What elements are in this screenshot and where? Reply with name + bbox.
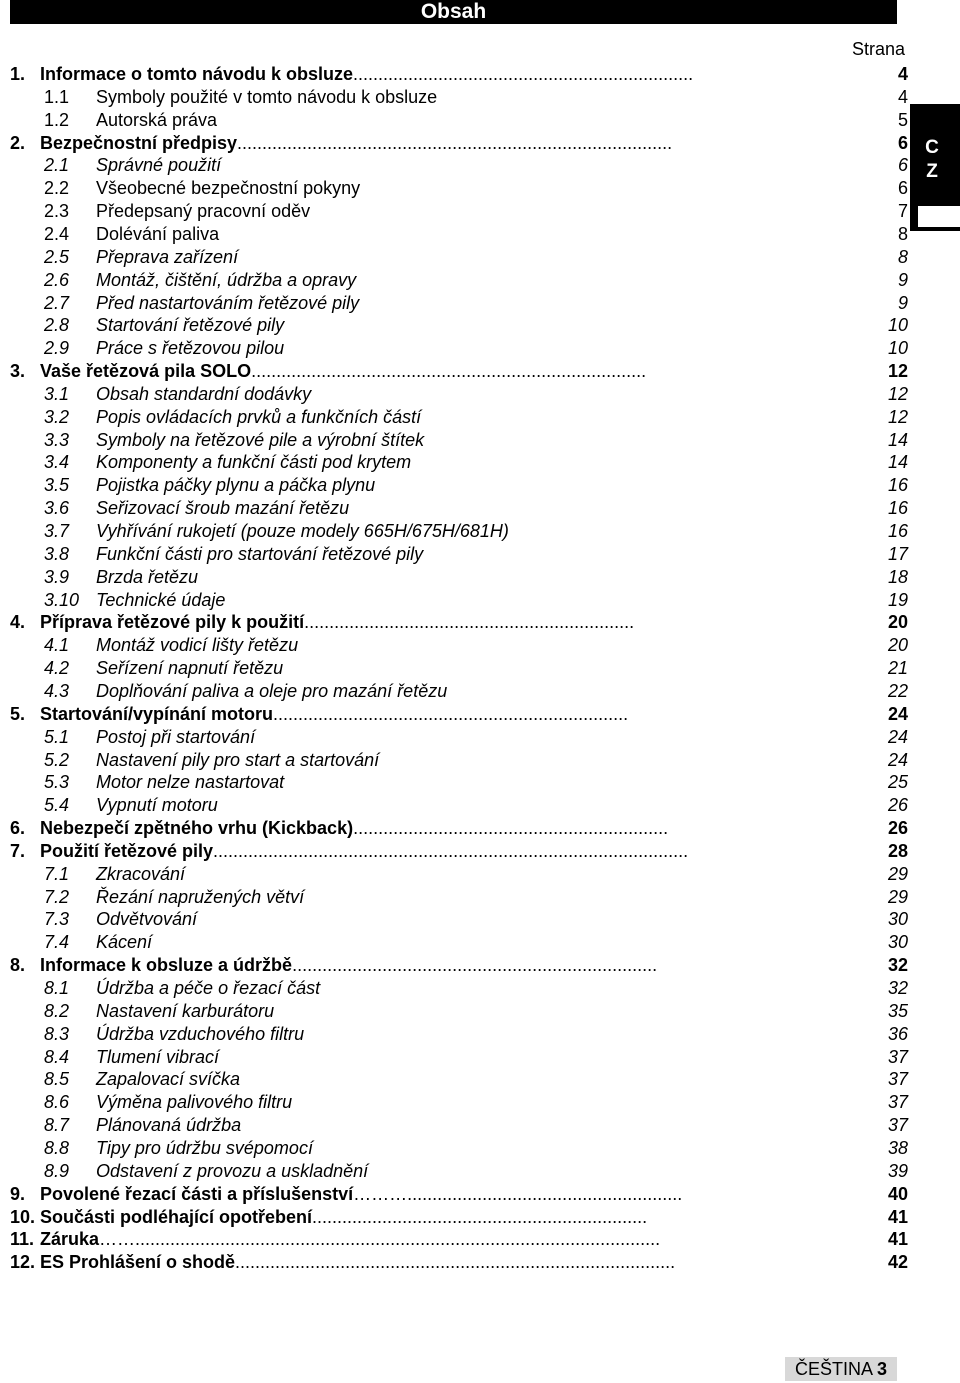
toc-leader-dots: .................................................................... <box>353 64 694 84</box>
toc-number: 4.1 <box>44 635 70 656</box>
toc-title: Popis ovládacích prvků a funkčních částí <box>96 406 422 427</box>
toc-number: 3.10 <box>44 589 80 610</box>
toc-section[interactable] <box>0 269 960 292</box>
toc-page-number: 6 <box>897 155 908 176</box>
toc-page-number: 25 <box>887 772 908 793</box>
toc-page-number: 18 <box>887 566 908 587</box>
toc-title: Použití řetězové pily <box>40 840 214 861</box>
page-column-label: Strana <box>851 39 905 59</box>
toc-page-number: 37 <box>887 1115 908 1136</box>
toc-title: Seřízení napnutí řetězu <box>96 658 284 679</box>
toc-number: 6. <box>10 818 26 839</box>
toc-section[interactable] <box>0 1114 960 1137</box>
toc-title: Řezání napružených větví <box>96 886 305 907</box>
toc-number: 8.9 <box>44 1160 70 1181</box>
toc-number: 5.2 <box>44 749 70 770</box>
toc-leader-dots: ……......................................................................................................... <box>99 1229 661 1250</box>
toc-title: Startování/vypínání motoru <box>40 703 274 724</box>
toc-section[interactable] <box>0 931 960 954</box>
toc-leader-dots: ............................................................................................... <box>213 840 689 861</box>
toc-chapter[interactable] <box>0 817 960 840</box>
toc-title: Startování řetězové pily <box>96 315 285 336</box>
toc-page-number: 16 <box>887 498 908 519</box>
toc-chapter[interactable] <box>0 1251 960 1274</box>
toc-title: Plánovaná údržba <box>96 1115 242 1136</box>
toc-page-number: 30 <box>887 932 908 953</box>
toc-title: Tipy pro údržbu svépomocí <box>96 1137 313 1158</box>
toc-page-number: 24 <box>887 726 908 747</box>
toc-title: Funkční části pro startování řetězové pily <box>96 543 424 564</box>
toc-title: Seřizovací šroub mazání řetězu <box>96 498 350 519</box>
toc-page-number: 41 <box>887 1229 908 1250</box>
toc-title: Přeprava zařízení <box>96 246 239 267</box>
toc-page-number: 28 <box>887 840 908 861</box>
toc-leader-dots: ........................................................................................ <box>235 1252 676 1273</box>
toc-number: 9. <box>10 1183 26 1204</box>
toc-page-number: 8 <box>897 246 908 267</box>
toc-title: Zapalovací svíčka <box>96 1069 241 1090</box>
toc-leader-dots: .................................................................. <box>304 612 635 633</box>
toc-title: Záruka <box>40 1229 100 1250</box>
toc-title: Nastavení karburátoru <box>96 1000 275 1021</box>
toc-section[interactable] <box>0 1000 960 1023</box>
toc-title: Součásti podléhající opotřebení <box>40 1206 313 1227</box>
toc-page-number: 41 <box>887 1206 908 1227</box>
toc-page-number: 21 <box>887 658 908 679</box>
toc-number: 8. <box>10 955 26 976</box>
toc-number: 2.5 <box>44 246 70 267</box>
toc-header: Obsah <box>10 0 897 24</box>
toc-page-number: 10 <box>887 315 908 336</box>
toc-title: Montáž, čištění, údržba a opravy <box>96 269 357 290</box>
toc-number: 3.3 <box>44 429 70 450</box>
toc-page-number: 35 <box>887 1000 908 1021</box>
toc-page-number: 42 <box>887 1252 908 1273</box>
toc-number: 3.7 <box>44 521 70 541</box>
toc-section[interactable] <box>0 292 960 315</box>
toc-title: Nastavení pily pro start a startování <box>96 749 380 770</box>
toc-section[interactable] <box>0 406 960 429</box>
toc-chapter[interactable] <box>0 954 960 977</box>
toc-chapter[interactable] <box>0 1228 960 1251</box>
toc-page-number: 9 <box>897 292 908 313</box>
toc-section[interactable] <box>0 1023 960 1046</box>
toc-leader-dots: ....................................................................................... <box>237 132 673 153</box>
toc-section[interactable] <box>0 474 960 497</box>
footer-page-number: 3 <box>877 1359 888 1379</box>
toc-page-number: 12 <box>887 361 908 382</box>
toc-number: 3.5 <box>44 475 70 496</box>
toc-page-number: 37 <box>887 1069 908 1090</box>
toc-page-number: 30 <box>887 909 908 930</box>
toc-number: 5.3 <box>44 772 70 793</box>
toc-title: Odvětvování <box>96 909 198 930</box>
toc-number: 2.6 <box>44 269 70 290</box>
toc-number: 2.7 <box>44 292 70 313</box>
toc-number: 2.3 <box>44 201 70 222</box>
toc-section[interactable] <box>0 429 960 452</box>
toc-title: Motor nelze nastartovat <box>96 772 285 793</box>
toc-number: 8.6 <box>44 1092 70 1113</box>
toc-number: 11. <box>10 1229 35 1250</box>
toc-title: Vyhřívání rukojetí (pouze modely 665H/675H/681H) <box>96 521 509 541</box>
toc-title: Bezpečnostní předpisy <box>40 132 238 153</box>
toc-number: 2. <box>10 132 26 153</box>
toc-page-number: 26 <box>887 795 908 816</box>
toc-title: Odstavení z provozu a uskladnění <box>96 1160 369 1181</box>
toc-section[interactable] <box>0 749 960 772</box>
toc-page-number: 39 <box>887 1160 908 1181</box>
toc-page-number: 24 <box>887 749 908 770</box>
toc-number: 7.4 <box>44 932 70 953</box>
toc-section[interactable] <box>0 497 960 520</box>
toc-title: Brzda řetězu <box>96 566 199 587</box>
toc-page-number: 29 <box>887 863 908 884</box>
toc-title: Předepsaný pracovní oděv <box>96 201 311 222</box>
toc-section[interactable] <box>0 657 960 680</box>
toc-section[interactable] <box>0 154 960 177</box>
toc-number: 4.3 <box>44 680 70 701</box>
toc-page-number: 10 <box>887 338 908 359</box>
toc-number: 7.3 <box>44 909 70 930</box>
toc-title: Nebezpečí zpětného vrhu (Kickback) <box>40 818 354 839</box>
toc-page-number: 14 <box>887 429 908 450</box>
toc-title: Autorská práva <box>96 109 218 130</box>
toc-title: Symboly použité v tomto návodu k obsluze <box>96 86 438 107</box>
toc-number: 3.2 <box>44 406 70 427</box>
toc-number: 2.1 <box>44 155 70 176</box>
toc-number: 1.2 <box>44 109 70 130</box>
toc-section[interactable] <box>0 383 960 406</box>
toc-leader-dots: ………....................................................... <box>353 1183 683 1204</box>
toc-section[interactable] <box>0 680 960 703</box>
toc-number: 8.1 <box>44 978 70 998</box>
language-tab-letter-2: Z <box>926 161 938 182</box>
toc-chapter[interactable] <box>0 63 960 86</box>
toc-section[interactable] <box>0 566 960 589</box>
toc-number: 2.8 <box>44 315 70 336</box>
toc-title: Údržba vzduchového filtru <box>96 1023 305 1044</box>
toc-title: Výměna palivového filtru <box>96 1092 293 1113</box>
toc-title: Pojistka páčky plynu a páčka plynu <box>96 475 376 496</box>
toc-number: 8.2 <box>44 1000 70 1021</box>
footer-language: ČEŠTINA <box>794 1359 872 1379</box>
toc-chapter[interactable] <box>0 611 960 634</box>
toc-number: 5.1 <box>44 726 70 747</box>
toc-number: 8.7 <box>44 1115 70 1136</box>
toc-title: Tlumení vibrací <box>96 1046 220 1067</box>
toc-page-number: 40 <box>887 1183 908 1204</box>
toc-page-number: 6 <box>897 178 908 199</box>
toc-page-number: 37 <box>887 1092 908 1113</box>
toc-leader-dots: ......................................................................... <box>292 955 658 976</box>
toc-section[interactable] <box>0 977 960 1000</box>
toc-title: Informace k obsluze a údržbě <box>40 955 293 976</box>
toc-section[interactable] <box>0 451 960 474</box>
toc-section[interactable] <box>0 908 960 931</box>
toc-number: 8.8 <box>44 1137 70 1158</box>
page-footer <box>785 1357 897 1381</box>
toc-title: Dolévání paliva <box>96 223 220 244</box>
toc-number: 3.8 <box>44 543 70 564</box>
toc-page-number: 29 <box>887 886 908 907</box>
toc-number: 2.2 <box>44 178 70 199</box>
toc-number: 5. <box>10 703 26 724</box>
toc-title: Práce s řetězovou pilou <box>96 338 285 359</box>
toc-page-number: 17 <box>887 543 908 564</box>
toc-chapter[interactable] <box>0 132 960 155</box>
toc-leader-dots: ....................................................................... <box>273 703 629 724</box>
toc-chapter[interactable] <box>0 703 960 726</box>
toc-section[interactable] <box>0 109 960 132</box>
toc-number: 3.1 <box>44 383 70 404</box>
toc-page-number: 6 <box>897 132 908 153</box>
toc-title: Údržba a péče o řezací část <box>96 978 321 998</box>
toc-page-number: 7 <box>897 201 908 222</box>
toc-page-number: 32 <box>887 955 908 976</box>
toc-page-number: 8 <box>897 223 908 244</box>
toc-section[interactable] <box>0 86 960 109</box>
toc-section[interactable] <box>0 1046 960 1069</box>
toc-title: Povolené řezací části a příslušenství <box>40 1183 354 1204</box>
toc-title: Postoj při startování <box>96 726 256 747</box>
toc-title: Vypnutí motoru <box>96 795 218 816</box>
toc-section[interactable] <box>0 886 960 909</box>
toc-section[interactable] <box>0 863 960 886</box>
toc-leader-dots: ............................................................................... <box>251 361 647 382</box>
toc-leader-dots: ................................................................... <box>312 1206 648 1227</box>
toc-number: 2.9 <box>44 338 70 359</box>
toc-number: 7. <box>10 840 26 861</box>
toc-section[interactable] <box>0 1068 960 1091</box>
toc-section[interactable] <box>0 1091 960 1114</box>
toc-section[interactable] <box>0 726 960 749</box>
toc-page-number: 4 <box>897 86 908 107</box>
toc-page-number: 37 <box>887 1046 908 1067</box>
toc-title: Komponenty a funkční části pod krytem <box>96 452 412 473</box>
toc-title: Správné použití <box>96 155 222 176</box>
toc-page-number: 16 <box>887 475 908 496</box>
toc-page-number: 24 <box>887 703 908 724</box>
toc-number: 8.5 <box>44 1069 70 1090</box>
toc-title: Obsah standardní dodávky <box>96 383 312 404</box>
toc-page-number: 14 <box>887 452 908 473</box>
toc-section[interactable] <box>0 794 960 817</box>
toc-section[interactable] <box>0 771 960 794</box>
toc-number: 8.3 <box>44 1023 70 1044</box>
toc-title: Informace o tomto návodu k obsluze <box>40 64 354 84</box>
toc-number: 12. <box>10 1252 36 1273</box>
toc-section[interactable] <box>0 200 960 223</box>
toc-number: 1. <box>10 64 26 84</box>
toc-title: Kácení <box>96 932 153 953</box>
toc-section[interactable] <box>0 177 960 200</box>
toc-number: 1.1 <box>44 86 70 107</box>
toc-title: Vaše řetězová pila SOLO <box>40 361 252 382</box>
language-tab-letter-1: C <box>925 137 939 158</box>
toc-number: 2.4 <box>44 223 70 244</box>
toc-page-number: 16 <box>887 521 908 541</box>
toc-section[interactable] <box>0 223 960 246</box>
toc-section[interactable] <box>0 634 960 657</box>
toc-title: Symboly na řetězové pile a výrobní štítek <box>96 429 425 450</box>
toc-page-number: 4 <box>897 64 908 84</box>
toc-title: Montáž vodicí lišty řetězu <box>96 635 299 656</box>
toc-section[interactable] <box>0 520 960 543</box>
toc-number: 4. <box>10 612 26 633</box>
toc-number: 4.2 <box>44 658 70 679</box>
toc-number: 10. <box>10 1206 36 1227</box>
toc-page-number: 12 <box>887 406 908 427</box>
toc-number: 8.4 <box>44 1046 70 1067</box>
toc-chapter[interactable] <box>0 360 960 383</box>
toc-number: 3. <box>10 361 26 382</box>
toc-page-number: 9 <box>897 269 908 290</box>
toc-title: Před nastartováním řetězové pily <box>96 292 360 313</box>
toc-number: 5.4 <box>44 795 70 816</box>
toc-section[interactable] <box>0 1160 960 1183</box>
toc-title: Všeobecné bezpečnostní pokyny <box>96 178 361 199</box>
toc-page-number: 26 <box>887 818 908 839</box>
toc-chapter[interactable] <box>0 1206 960 1229</box>
toc-page-number: 12 <box>887 383 908 404</box>
toc-section[interactable] <box>0 543 960 566</box>
toc-section[interactable] <box>0 314 960 337</box>
toc-page-number: 38 <box>887 1137 908 1158</box>
toc-number: 7.2 <box>44 886 70 907</box>
toc-title: Doplňování paliva a oleje pro mazání řetězu <box>96 680 448 701</box>
toc-title: ES Prohlášení o shodě <box>40 1252 236 1273</box>
toc-page-number: 20 <box>887 612 908 633</box>
toc-page-number: 20 <box>887 635 908 656</box>
toc-title: Příprava řetězové pily k použití <box>40 612 305 633</box>
toc-section[interactable] <box>0 1137 960 1160</box>
toc-number: 3.4 <box>44 452 70 473</box>
toc-page-number: 22 <box>887 680 908 701</box>
toc-number: 3.9 <box>44 566 70 587</box>
toc-chapter[interactable] <box>0 840 960 863</box>
toc-page-number: 19 <box>887 589 908 610</box>
toc-number: 3.6 <box>44 498 70 519</box>
toc-section[interactable] <box>0 246 960 269</box>
toc-chapter[interactable] <box>0 1183 960 1206</box>
toc-section[interactable] <box>0 589 960 612</box>
toc-leader-dots: ............................................................... <box>353 818 669 839</box>
toc-section[interactable] <box>0 337 960 360</box>
toc-page-number: 32 <box>887 978 908 998</box>
toc-page-number: 36 <box>887 1023 908 1044</box>
toc-page-number: 5 <box>897 109 908 130</box>
toc-title: Zkracování <box>96 863 186 884</box>
toc-title: Technické údaje <box>96 589 226 610</box>
toc-number: 7.1 <box>44 863 70 884</box>
